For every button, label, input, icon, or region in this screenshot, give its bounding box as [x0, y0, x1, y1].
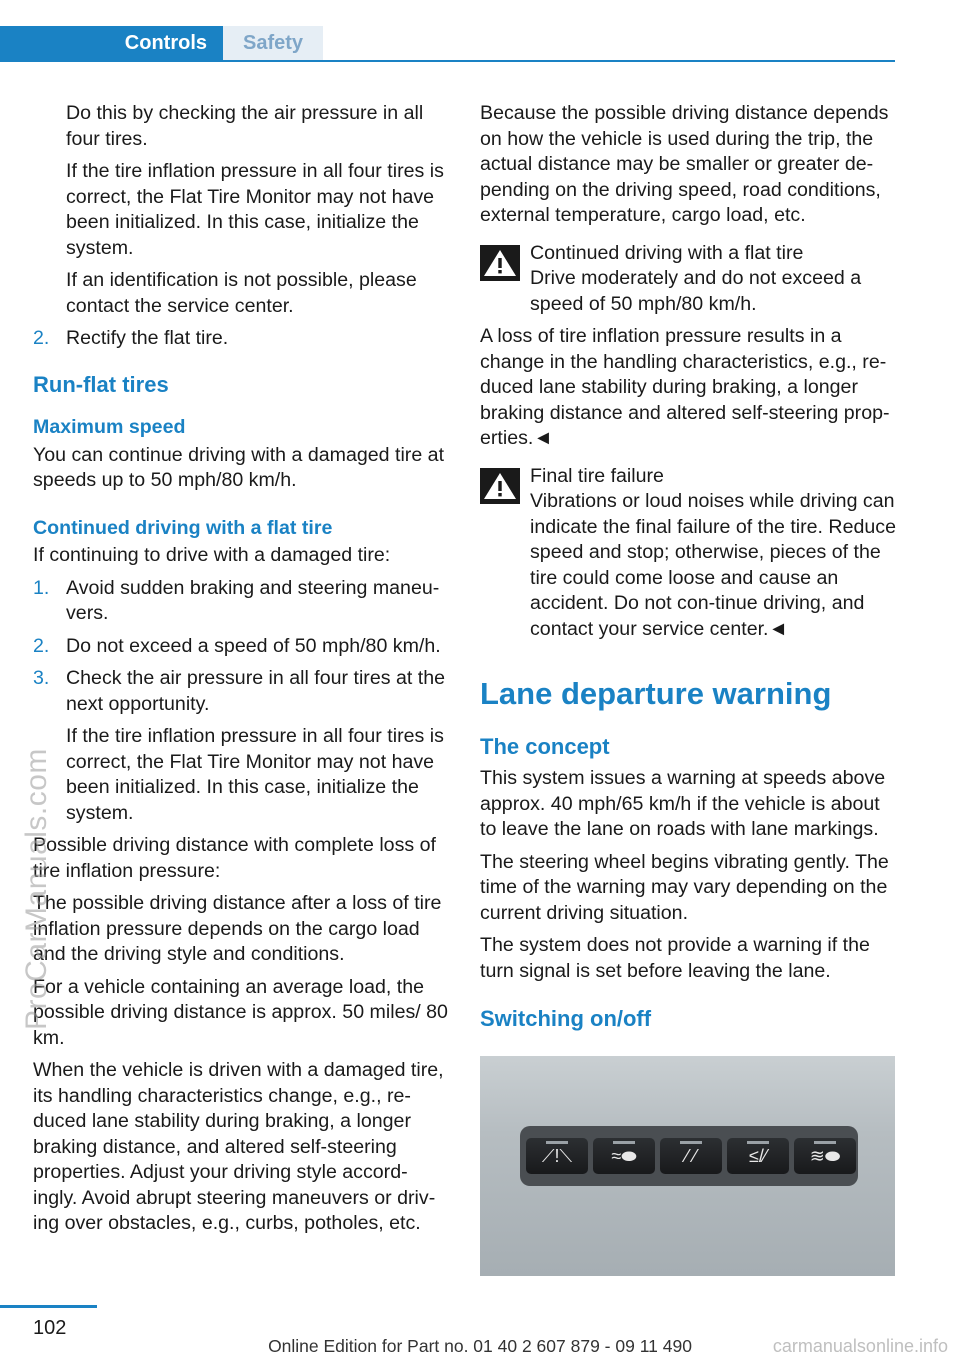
paragraph: Possible driving distance with complete loss of tire inflation pressure:: [33, 834, 436, 882]
warning-triangle-icon: [480, 245, 520, 281]
night-vision-button-icon: ≤/⁄: [727, 1138, 789, 1174]
header-rule: [0, 60, 895, 62]
corner-watermark: carmanualsonline.info: [772, 1336, 948, 1356]
footer-edition: Online Edition for Part no. 01 40 2 607 879 - 09 11 490: [268, 1336, 692, 1356]
header-tabs: [0, 26, 895, 60]
list-number: 1.: [33, 576, 50, 599]
traffic-sign-button-icon: ⁄ ⁄: [660, 1138, 722, 1174]
warning-block: [480, 241, 896, 318]
list-number: 2.: [33, 327, 50, 349]
list-text: Rectify the flat tire.: [66, 327, 229, 349]
warning-triangle-icon: [480, 468, 520, 504]
left-column: [33, 101, 449, 1244]
list-number: 3.: [33, 667, 50, 689]
paragraph: If continuing to drive with a damaged tire:: [33, 544, 391, 566]
paragraph: You can continue driving with a damaged tire at speeds up to 50 mph/80 km/h.: [33, 443, 445, 491]
paragraph: Do this by checking the air pressure in all four tires.: [66, 102, 424, 150]
warning-block: [480, 464, 896, 643]
warning-title: Continued driving with a flat tire: [530, 241, 804, 264]
heading-maximum-speed: Maximum speed: [33, 416, 186, 438]
paragraph: A loss of tire inflation pressure results in a change in the handling characteristics, e.g., re‐duced lane stability during braking, a longer braking distance and altered self-steering prop‐erties.◄: [480, 325, 890, 449]
list-item: [33, 326, 449, 352]
list-text: Avoid sudden braking and steering maneu‐vers.: [66, 576, 440, 624]
warning-text: Vibrations or loud noises while driving can indicate the final failure of the tire. Reduce speed and stop; otherwise, pieces of the tire could come loose and cause an accident. Do not con‐tinue driving, and contact your service center.◄: [530, 490, 896, 640]
warning-text: Drive moderately and do not exceed a speed of 50 mph/80 km/h.: [530, 267, 862, 315]
heading-lane-departure-warning: Lane departure warning: [480, 676, 832, 711]
tab-safety[interactable]: Safety: [223, 26, 323, 60]
side-watermark: ProCarManuals.com: [20, 748, 53, 1030]
heading-run-flat-tires: Run-flat tires: [33, 371, 169, 397]
button-strip: [520, 1126, 858, 1186]
warning-title: Final tire failure: [530, 464, 664, 487]
list-text: Do not exceed a speed of 50 mph/80 km/h.: [66, 634, 441, 657]
list-text: Check the air pressure in all four tires at the next opportunity.: [66, 667, 445, 715]
paragraph: The steering wheel begins vibrating gently. The time of the warning may vary depending on the current driving situation.: [480, 850, 889, 924]
list-number: 2.: [33, 634, 50, 657]
footer-rule: [0, 1305, 97, 1308]
park-distance-button-icon: ≈⬬: [593, 1138, 655, 1174]
tab-controls[interactable]: Controls: [0, 26, 223, 60]
paragraph: If an identification is not possible, please contact the service center.: [66, 269, 417, 317]
switch-panel-photo: [480, 1056, 895, 1276]
list-item: [33, 634, 449, 660]
paragraph: The system does not provide a warning if the turn signal is set before leaving the lane.: [480, 934, 870, 982]
paragraph: When the vehicle is driven with a damaged tire, its handling characteristics change, e.g., re‐duced lane stability during braking, a longer braking distance, and altered self-steering properties. Adjust your driving style accord‐ingly. Avoid abrupt steering maneuvers or driv‐ing over obstacles, e.g., curbs, potholes, etc.: [33, 1059, 444, 1234]
paragraph: This system issues a warning at speeds above approx. 40 mph/65 km/h if the vehicle is about to leave the lane on roads with lane markings.: [480, 767, 886, 840]
paragraph: If the tire inflation pressure in all four tires is correct, the Flat Tire Monitor may not have been initialized. In this case, initialize the system.: [66, 160, 444, 259]
paragraph: For a vehicle containing an average load, the possible driving distance is approx. 50 miles/ 80 km.: [33, 975, 448, 1049]
collision-warning-button-icon: ≋⬬: [794, 1138, 856, 1174]
right-column: [480, 101, 896, 1052]
list-item: [33, 576, 449, 627]
lane-departure-button-icon: ⟋!⟍: [526, 1138, 588, 1174]
paragraph: Because the possible driving distance depends on how the vehicle is used during the trip, the actual distance may be smaller or greater de‐pending on the driving speed, road conditions, external temperature, cargo load, etc.: [480, 102, 889, 226]
heading-continued-driving: Continued driving with a flat tire: [33, 516, 333, 539]
paragraph: The possible driving distance after a loss of tire inflation pressure depends on the cargo load and the driving style and conditions.: [33, 892, 442, 965]
page-number: 102: [33, 1317, 67, 1339]
list-item: [33, 666, 449, 717]
paragraph: If the tire inflation pressure in all four tires is correct, the Flat Tire Monitor may not have been initialized. In this case, initialize the system.: [66, 725, 444, 824]
heading-the-concept: The concept: [480, 734, 610, 759]
heading-switching-on-off: Switching on/off: [480, 1006, 652, 1031]
